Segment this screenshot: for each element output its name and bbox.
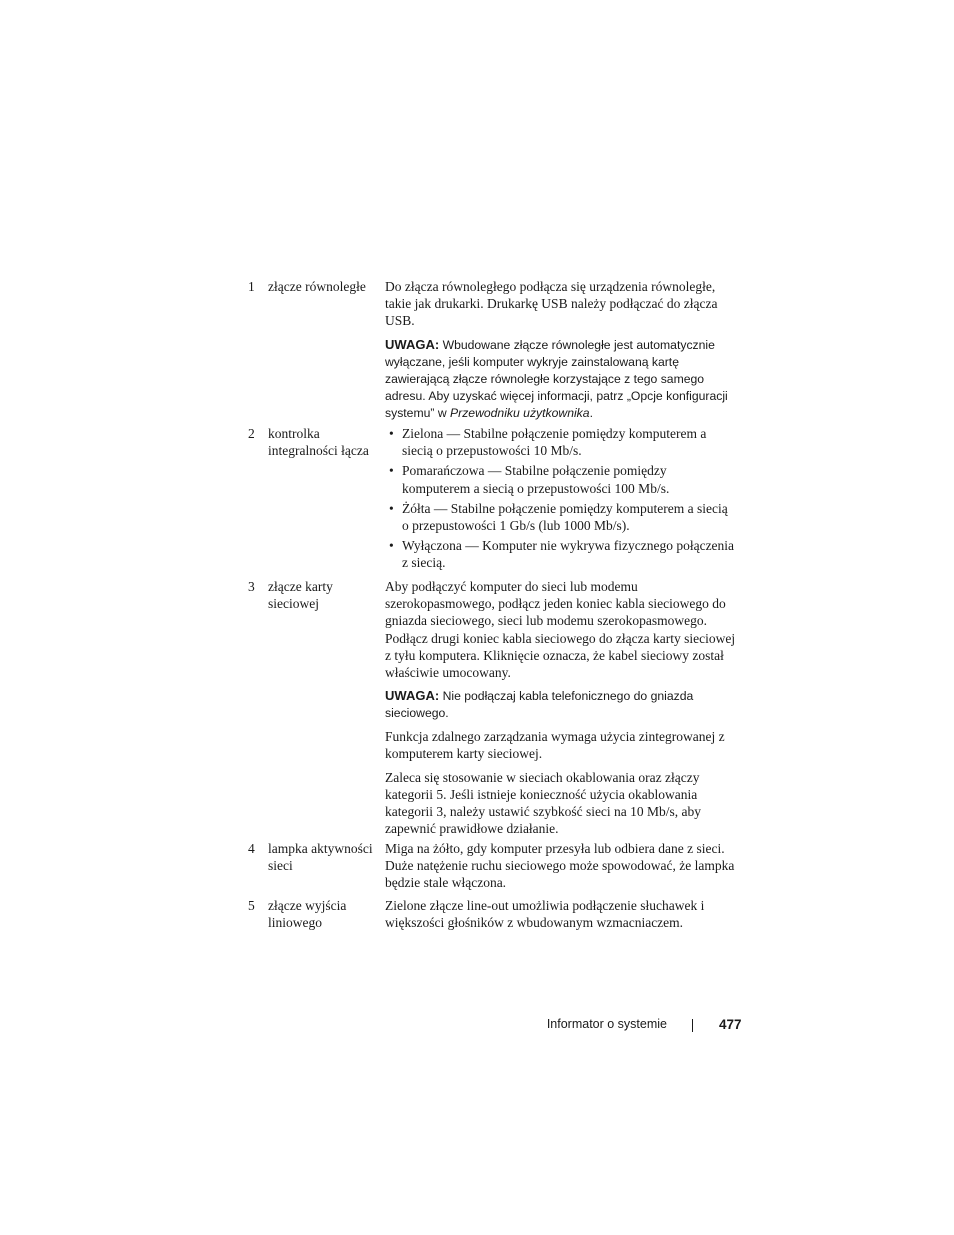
- note: [385, 687, 737, 722]
- list-item: [385, 537, 737, 571]
- row-number: 4: [248, 841, 255, 856]
- description-text: Aby podłączyć komputer do sieci lub modemu szerokopasmowego, podłącz jeden koniec kabla sieciowego do gniazda sieciowego, sieci lub modemu szerokopasmowego. Podłącz drugi koniec kabla sieciowego do złącza karty sieciowej z tyłu komputera. Kliknięcie oznacza, że kabel sieciowy został właściwie umocowany.: [385, 579, 736, 681]
- list-item: [385, 500, 737, 534]
- note-italic: Przewodniku użytkownika: [450, 405, 590, 420]
- description-text: Zielone złącze line-out umożliwia podłączenie słuchawek i większości głośników z wbudowanym wzmacniaczem.: [385, 898, 705, 931]
- description-text: Zaleca się stosowanie w sieciach okablowania oraz złączy kategorii 5. Jeśli istnieje konieczność użycia okablowania kategorii 3, należy ustawić szybkość sieci na 10 Mb/s, aby zapewnić prawidłowe działanie.: [385, 769, 702, 837]
- row-label: złącze równoległe: [268, 279, 366, 294]
- description-text: Funkcja zdalnego zarządzania wymaga użycia zintegrowanej z komputerem karty sieciowej.: [385, 729, 725, 762]
- note-label: UWAGA:: [385, 688, 440, 704]
- row-description: [385, 840, 737, 898]
- footer-divider: [692, 1019, 693, 1032]
- row-label: lampka aktywności sieci: [268, 841, 373, 873]
- note-text: Nie podłączaj kabla telefonicznego do gniazda sieciowego.: [385, 689, 694, 721]
- list-item-text: Żółta — Stabilne połączenie pomiędzy komputerem a siecią o przepustowości 1 Gb/s (lub 1000 Mb/s).: [402, 500, 728, 534]
- page-footer: [0, 1016, 954, 1036]
- row-number: 1: [248, 279, 255, 294]
- note-text: Wbudowane złącze równoległe jest automatycznie wyłączane, jeśli komputer wykryje zainstalowaną kartę zawierającą złącze równoległe korzystające z tego samego adresu. Aby uzyskać więcej informacji, patrz „Opcje konfiguracji systemu” w: [385, 337, 728, 420]
- list-item: [385, 462, 737, 496]
- bullet-icon: •: [389, 463, 394, 479]
- row-description: [385, 897, 737, 937]
- list-item-text: Zielona — Stabilne połączenie pomiędzy komputerem a siecią o przepustowości 10 Mb/s.: [402, 426, 707, 459]
- row-number: 3: [248, 579, 255, 594]
- bullet-icon: •: [389, 500, 394, 516]
- row-description: [385, 425, 737, 575]
- row-number: 2: [248, 426, 255, 441]
- row-description: [385, 578, 737, 843]
- description-text: Miga na żółto, gdy komputer przesyła lub odbiera dane z sieci. Duże natężenie ruchu sieciowego może spowodować, że lampka będzie stale włączona.: [385, 841, 735, 891]
- note: [385, 336, 737, 422]
- note-label: UWAGA:: [385, 336, 440, 352]
- list-item-text: Wyłączona — Komputer nie wykrywa fizycznego połączenia z siecią.: [402, 538, 735, 571]
- bullet-icon: •: [389, 426, 394, 441]
- row-description: [385, 278, 737, 428]
- note-end: .: [589, 405, 593, 420]
- footer-title: Informator o systemie: [546, 1017, 667, 1031]
- bullet-icon: •: [389, 538, 394, 554]
- row-label: złącze karty sieciowej: [268, 579, 333, 611]
- list-item: [385, 425, 737, 459]
- row-label: kontrolka integralności łącza: [268, 426, 369, 458]
- list-item-text: Pomarańczowa — Stabilne połączenie pomiędzy komputerem a siecią o przepustowości 100 Mb/s.: [402, 463, 670, 496]
- bullet-list: [385, 425, 737, 572]
- page-number: 477: [719, 1017, 742, 1032]
- row-number: 5: [248, 898, 255, 913]
- description-text: Do złącza równoległego podłącza się urządzenia równoległe, takie jak drukarki. Drukarkę USB należy podłączać do złącza USB.: [385, 279, 718, 329]
- row-label: złącze wyjścia liniowego: [268, 898, 347, 930]
